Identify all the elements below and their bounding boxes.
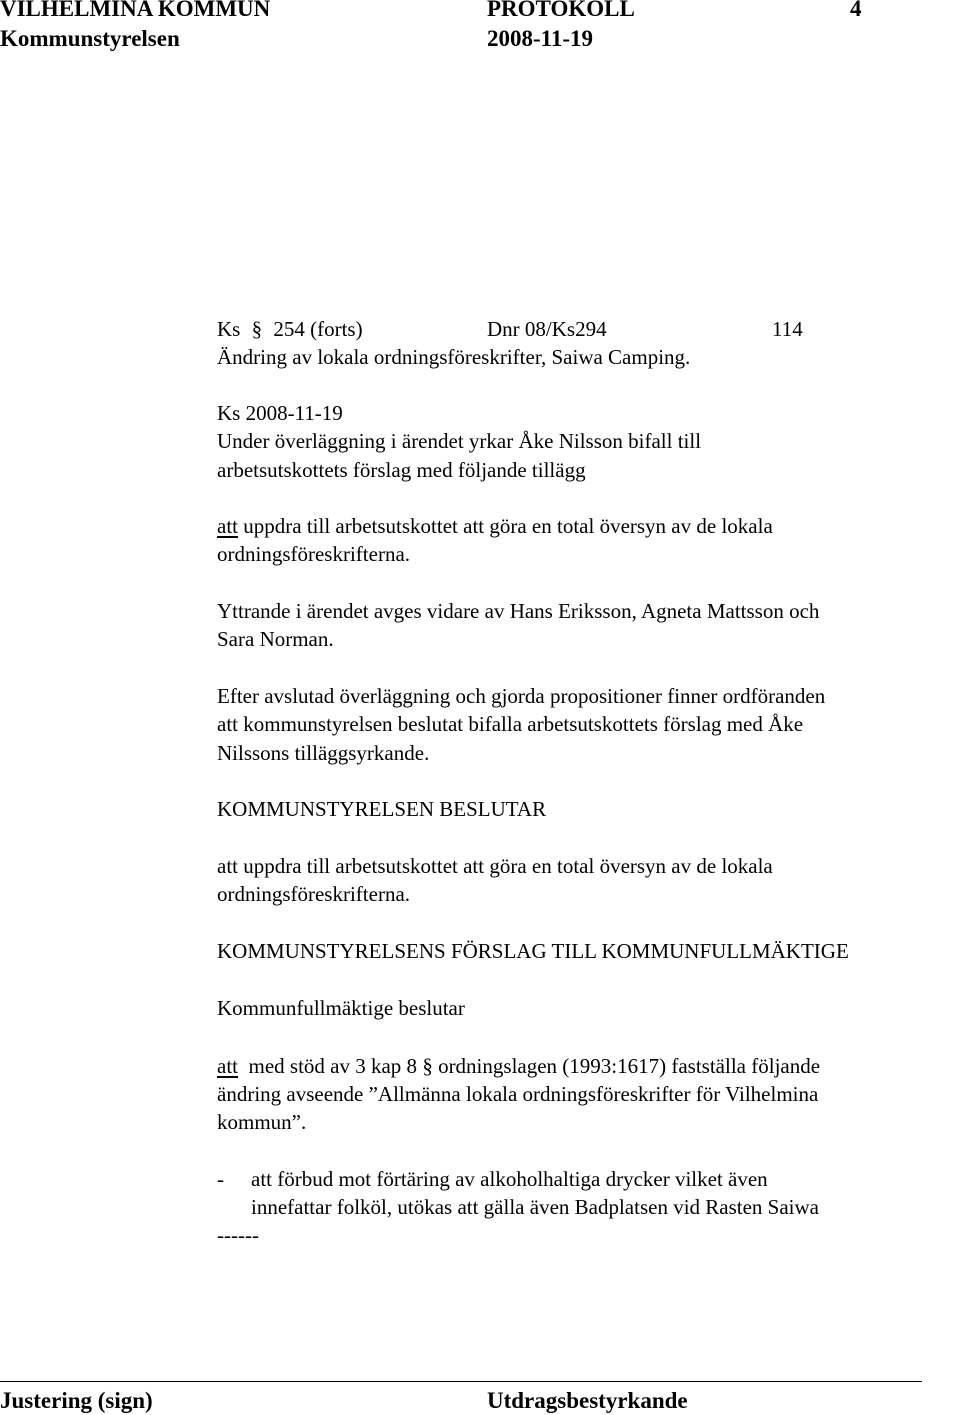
ks-prefix: Ks — [217, 317, 241, 341]
decision-line-1: att uppdra till arbetsutskottet att göra en total översyn av de lokala — [217, 854, 773, 878]
board-name: Kommunstyrelsen — [0, 26, 180, 51]
end-marker: ------ — [217, 1223, 259, 1247]
after-deliberation-line-3: Nilssons tilläggsyrkande. — [217, 741, 430, 765]
decision-line-2: ordningsföreskrifterna. — [217, 882, 411, 906]
statements-line-1: Yttrande i ärendet avges vidare av Hans Eriksson, Agneta Mattsson och — [217, 599, 820, 623]
proposal-line-2: ordningsföreskrifterna. — [217, 542, 411, 566]
deliberation-line-2: arbetsutskottets förslag med följande tillägg — [217, 458, 586, 482]
council-proposal-line-1 — [217, 1052, 820, 1080]
council-heading: KOMMUNSTYRELSENS FÖRSLAG TILL KOMMUNFULLMÄKTIGE — [217, 939, 849, 963]
council-proposal-line-2: ändring avseende ”Allmänna lokala ordningsföreskrifter för Vilhelmina — [217, 1082, 819, 1106]
after-deliberation-line-1: Efter avslutad överläggning och gjorda propositioner finner ordföranden — [217, 684, 826, 708]
paragraph-number: 114 — [772, 317, 803, 341]
municipality-name: VILHELMINA KOMMUN — [0, 0, 271, 21]
council-decides: Kommunfullmäktige beslutar — [217, 996, 465, 1020]
proposal-att: att — [217, 514, 238, 538]
council-proposal-line-3: kommun”. — [217, 1110, 307, 1134]
ks-date-line: Ks 2008-11-19 — [217, 401, 343, 425]
footer-divider — [0, 1381, 922, 1382]
proposal-line-1 — [217, 512, 773, 540]
deliberation-line-1: Under överläggning i ärendet yrkar Åke Nilsson bifall till — [217, 429, 702, 453]
section-symbol: § — [251, 317, 263, 341]
bullet-line-1: att förbud mot förtäring av alkoholhaltiga drycker vilket även — [251, 1167, 768, 1191]
document-type: PROTOKOLL — [487, 0, 635, 21]
footer-utdragsbestyrkande: Utdragsbestyrkande — [487, 1388, 688, 1413]
meeting-date: 2008-11-19 — [487, 26, 594, 51]
council-line-1-part-1: med stöd av 3 kap 8 — [238, 1054, 423, 1078]
proposal-line-1-text: uppdra till arbetsutskottet att göra en total översyn av de lokala — [238, 514, 773, 538]
case-title: Ändring av lokala ordningsföreskrifter, Saiwa Camping. — [217, 345, 691, 369]
council-section-symbol: § — [422, 1054, 433, 1078]
council-line-1-part-2: ordningslagen (1993:1617) fastställa följande — [432, 1054, 821, 1078]
decision-heading: KOMMUNSTYRELSEN BESLUTAR — [217, 797, 547, 821]
statements-line-2: Sara Norman. — [217, 627, 334, 651]
case-reference-line — [217, 315, 917, 343]
after-deliberation-line-2: att kommunstyrelsen beslutat bifalla arbetsutskottets förslag med Åke — [217, 712, 804, 736]
footer-justering: Justering (sign) — [0, 1388, 153, 1413]
ks-number: 254 (forts) — [273, 317, 363, 341]
council-att: att — [217, 1054, 238, 1078]
dnr: Dnr 08/Ks294 — [487, 317, 607, 341]
bullet-line-2: innefattar folköl, utökas att gälla även Badplatsen vid Rasten Saiwa — [251, 1195, 820, 1219]
page-number: 4 — [850, 0, 862, 21]
bullet-dash: - — [217, 1167, 224, 1191]
